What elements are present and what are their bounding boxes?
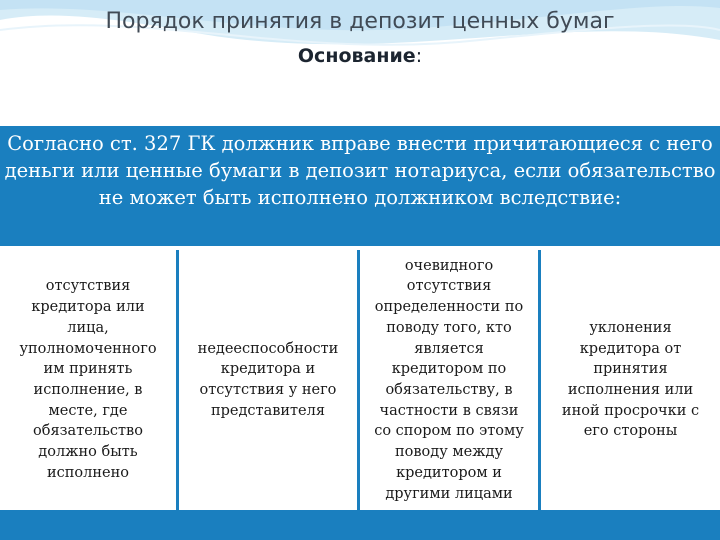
ground-cell-4	[541, 250, 720, 510]
ground-cell-3	[360, 250, 538, 510]
ground-text-2: недееспособности кредитора и отсутствия у него представителя	[197, 340, 339, 419]
page-title: Порядок принятия в депозит ценных бумаг	[105, 9, 615, 34]
ground-cell-1	[0, 250, 176, 510]
ground-text-1: отсутствия кредитора или лица, уполномоченного им принять исполнение, в месте, где обязательство должно быть исполнено	[19, 278, 157, 481]
ground-text-4: уклонения кредитора от принятия исполнения или иной просрочки с его стороны	[561, 319, 700, 440]
subtitle-bold: Основание	[297, 45, 416, 67]
subtitle-suffix: :	[415, 45, 423, 67]
grounds-table	[0, 250, 720, 540]
ground-cell-2	[179, 250, 357, 510]
basis-banner: Согласно ст. 327 ГК должник вправе внести причитающиеся с него деньги или ценные бумаги в депозит нотариуса, если обязательство не может быть исполнено должником вследствие:	[0, 126, 720, 248]
page-subtitle	[0, 42, 720, 70]
ground-text-3: очевидного отсутствия определенности по поводу того, кто является кредитором по обязательству, в частности в связи со спором по этому поводу между кредитором и другими лицами	[374, 257, 524, 502]
